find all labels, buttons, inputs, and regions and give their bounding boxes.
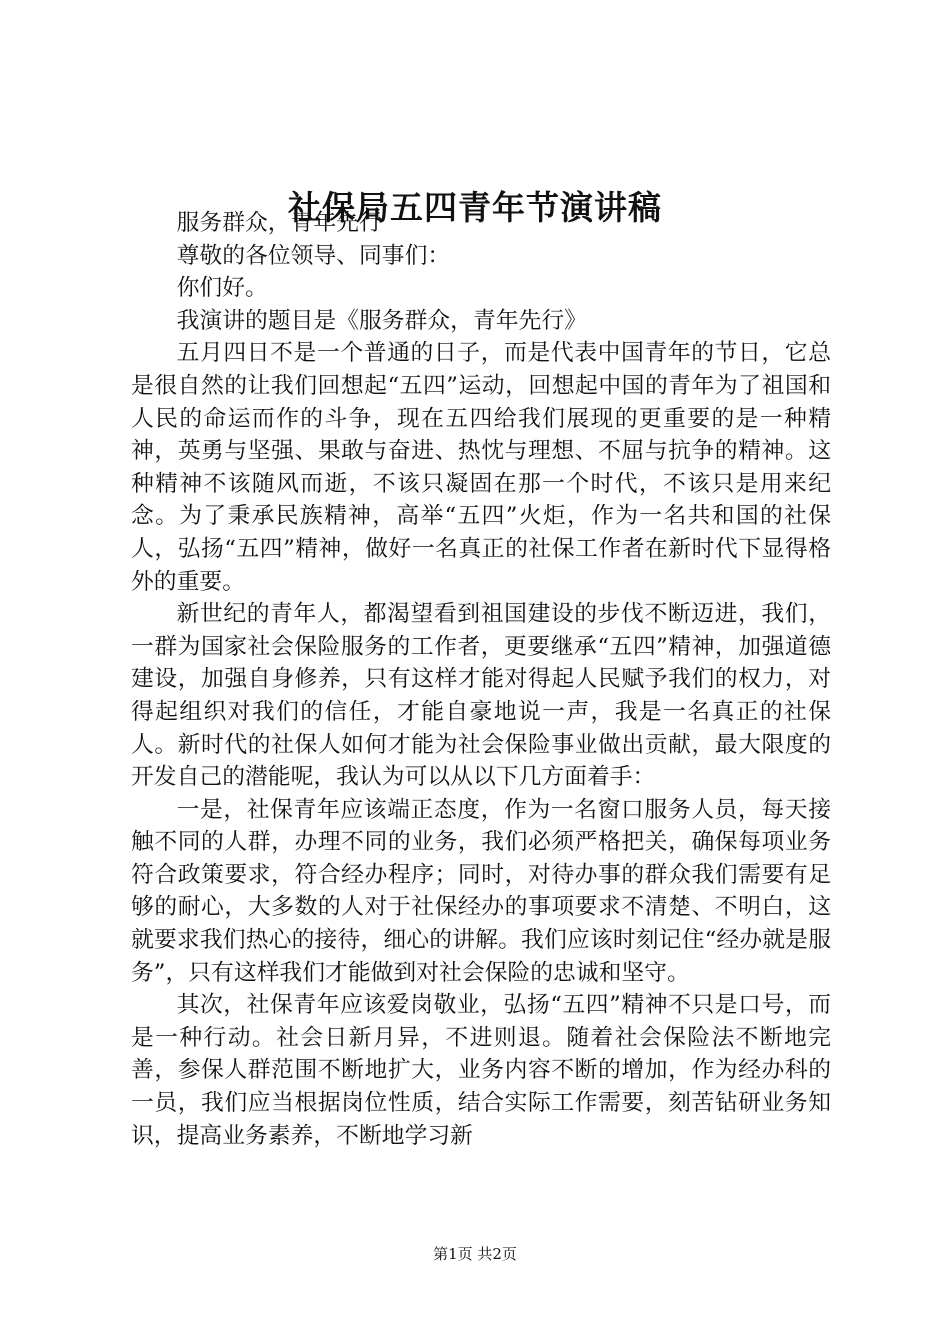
page-footer: 第1页 共2页: [433, 1245, 517, 1263]
paragraph-point-one: 一是，社保青年应该端正态度，作为一名窗口服务人员，每天接触不同的人群，办理不同的业务，我们必须严格把关，确保每项业务符合政策要求，符合经办程序；同时，对待办事的群众我们需要有足够的耐心，大多数的人对于社保经办的事项要求不清楚、不明白，这就要求我们热心的接待，细心的讲解。我们应该时刻记住“经办就是服务”，只有这样我们才能做到对社会保险的忠诚和坚守。: [131, 796, 831, 986]
paragraph-may-fourth: 五月四日不是一个普通的日子，而是代表中国青年的节日，它总是很自然的让我们回想起“五四”运动，回想起中国的青年为了祖国和人民的命运而作的斗争，现在五四给我们展现的更重要的是一种精神，英勇与坚强、果敢与奋进、热忱与理想、不屈与抗争的精神。这种精神不该随风而逝，不该只凝固在那一个时代，不该只是用来纪念。为了秉承民族精神，高举“五四”火炬，作为一名共和国的社保人，弘扬“五四”精神，做好一名真正的社保工作者在新时代下显得格外的重要。: [131, 340, 831, 595]
paragraph-salutation: 尊敬的各位领导、同事们：: [176, 242, 451, 269]
paragraph-point-two: 其次，社保青年应该爱岗敬业，弘扬“五四”精神不只是口号，而是一种行动。社会日新月异，不进则退。随着社会保险法不断地完善，参保人群范围不断地扩大，业务内容不断的增加，作为经办科的一员，我们应当根据岗位性质，结合实际工作需要，刻苦钻研业务知识，提高业务素养，不断地学习新: [131, 992, 831, 1149]
paragraph-topic: 我演讲的题目是《服务群众，青年先行》: [176, 307, 587, 334]
paragraph-new-century: 新世纪的青年人，都渴望看到祖国建设的步伐不断迈进，我们，一群为国家社会保险服务的工作者，更要继承“五四”精神，加强道德建设，加强自身修养，只有这样才能对得起人民赋予我们的权力，对得起组织对我们的信任，才能自豪地说一声，我是一名真正的社保人。新时代的社保人如何才能为社会保险事业做出贡献，最大限度的开发自己的潜能呢，我认为可以从以下几方面着手：: [131, 601, 831, 791]
document-title: 社保局五四青年节演讲稿: [288, 188, 662, 227]
document-body: [131, 207, 831, 1152]
paragraph-greeting: 你们好。: [176, 275, 268, 302]
paragraph-subtitle: 服务群众，青年先行: [176, 210, 382, 236]
